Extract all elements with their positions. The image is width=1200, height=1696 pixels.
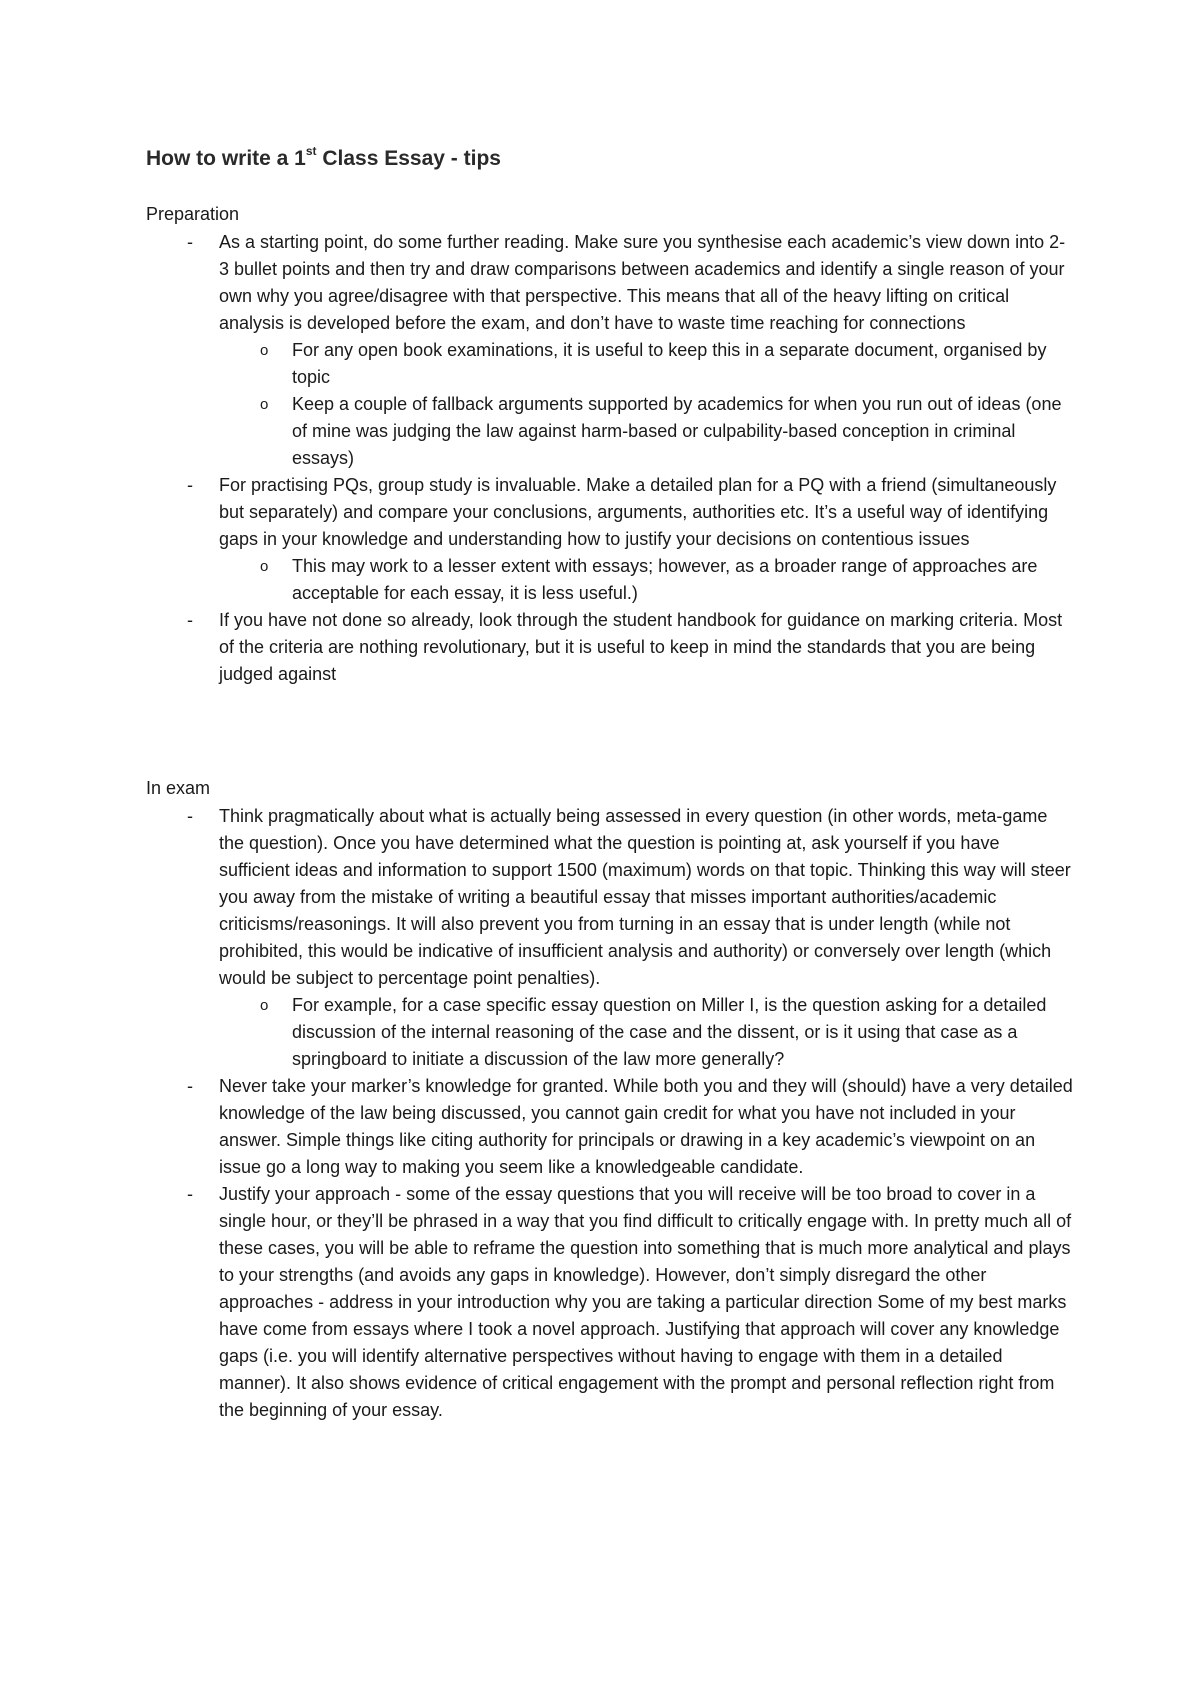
title-superscript: st [305, 144, 317, 158]
section-preparation-list [187, 229, 1074, 688]
list-item-text: For practising PQs, group study is invaluable. Make a detailed plan for a PQ with a friend (simultaneously but separately) and compare your conclusions, arguments, authorities etc. It’s a useful way of identifying gaps in your knowledge and understanding how to justify your decisions on contentious issues [219, 475, 1057, 549]
document-title [146, 146, 501, 171]
list-item [187, 803, 1074, 992]
bullet-marker: - [187, 475, 193, 495]
title-text: How to write a 1 [146, 147, 306, 170]
sub-list-item-text: Keep a couple of fallback arguments supported by academics for when you run out of ideas (one of mine was judging the law against harm-based or culpability-based conception in criminal essays) [292, 394, 1062, 468]
bullet-marker: - [187, 610, 193, 630]
sub-list-item [260, 337, 1074, 391]
title-text-end: Class Essay - tips [316, 147, 501, 170]
sub-list-item-text: For any open book examinations, it is useful to keep this in a separate document, organised by topic [292, 340, 1047, 387]
bullet-marker: - [187, 806, 193, 826]
list-item-text: If you have not done so already, look through the student handbook for guidance on marking criteria. Most of the criteria are nothing revolutionary, but it is useful to keep in mind the standards that you are being judged against [219, 610, 1063, 684]
sub-bullet-marker: o [260, 342, 269, 359]
sub-bullet-marker: o [260, 997, 269, 1014]
list-item-text: As a starting point, do some further reading. Make sure you synthesise each academic’s view down into 2-3 bullet points and then try and draw comparisons between academics and identify a single reason of your own why you agree/disagree with that perspective. This means that all of the heavy lifting on critical analysis is developed before the exam, and don’t have to waste time reaching for connections [219, 232, 1066, 333]
list-item-text: Think pragmatically about what is actually being assessed in every question (in other words, meta-game the question). Once you have determined what the question is pointing at, ask yourself if you have sufficient ideas and information to support 1500 (maximum) words on that topic. Thinking this way will steer you away from the mistake of writing a beautiful essay that misses important authorities/academic criticisms/reasonings. It will also prevent you from turning in an essay that is under length (while not prohibited, this would be indicative of insufficient analysis and authority) or conversely over length (which would be subject to percentage point penalties). [219, 806, 1071, 988]
sub-list-item-text: For example, for a case specific essay question on Miller I, is the question asking for a detailed discussion of the internal reasoning of the case and the dissent, or is it using that case as a springboard to initiate a discussion of the law more generally? [292, 995, 1047, 1069]
sub-list-item [260, 992, 1074, 1073]
list-item-text: Never take your marker’s knowledge for granted. While both you and they will (should) have a very detailed knowledge of the law being discussed, you cannot gain credit for what you have not included in your answer. Simple things like citing authority for principals or drawing in a key academic’s viewpoint on an issue go a long way to making you seem like a knowledgeable candidate. [219, 1076, 1073, 1177]
list-item-text: Justify your approach - some of the essay questions that you will receive will be too broad to cover in a single hour, or they’ll be phrased in a way that you find difficult to critically engage with. In pretty much all of these cases, you will be able to reframe the question into something that is much more analytical and plays to your strengths (and avoids any gaps in knowledge). However, don’t simply disregard the other approaches - address in your introduction why you are taking a particular direction Some of my best marks have come from essays where I took a novel approach. Justifying that approach will cover any knowledge gaps (i.e. you will identify alternative perspectives without having to engage with them in a detailed manner). It also shows evidence of critical engagement with the prompt and personal reflection right from the beginning of your essay. [219, 1184, 1072, 1420]
section-in-exam-list [187, 803, 1074, 1424]
list-item [187, 229, 1074, 337]
section-heading-in-exam: In exam [146, 778, 211, 798]
list-item [187, 472, 1074, 553]
section-heading-preparation: Preparation [146, 204, 240, 224]
sub-bullet-marker: o [260, 396, 269, 413]
list-item [187, 607, 1074, 688]
sub-list-item [260, 391, 1074, 472]
list-item [187, 1181, 1074, 1424]
bullet-marker: - [187, 232, 193, 252]
sub-bullet-marker: o [260, 558, 269, 575]
bullet-marker: - [187, 1184, 193, 1204]
list-item [187, 1073, 1074, 1181]
sub-list-item-text: This may work to a lesser extent with essays; however, as a broader range of approaches are acceptable for each essay, it is less useful.) [292, 556, 1038, 603]
bullet-marker: - [187, 1076, 193, 1096]
sub-list-item [260, 553, 1074, 607]
